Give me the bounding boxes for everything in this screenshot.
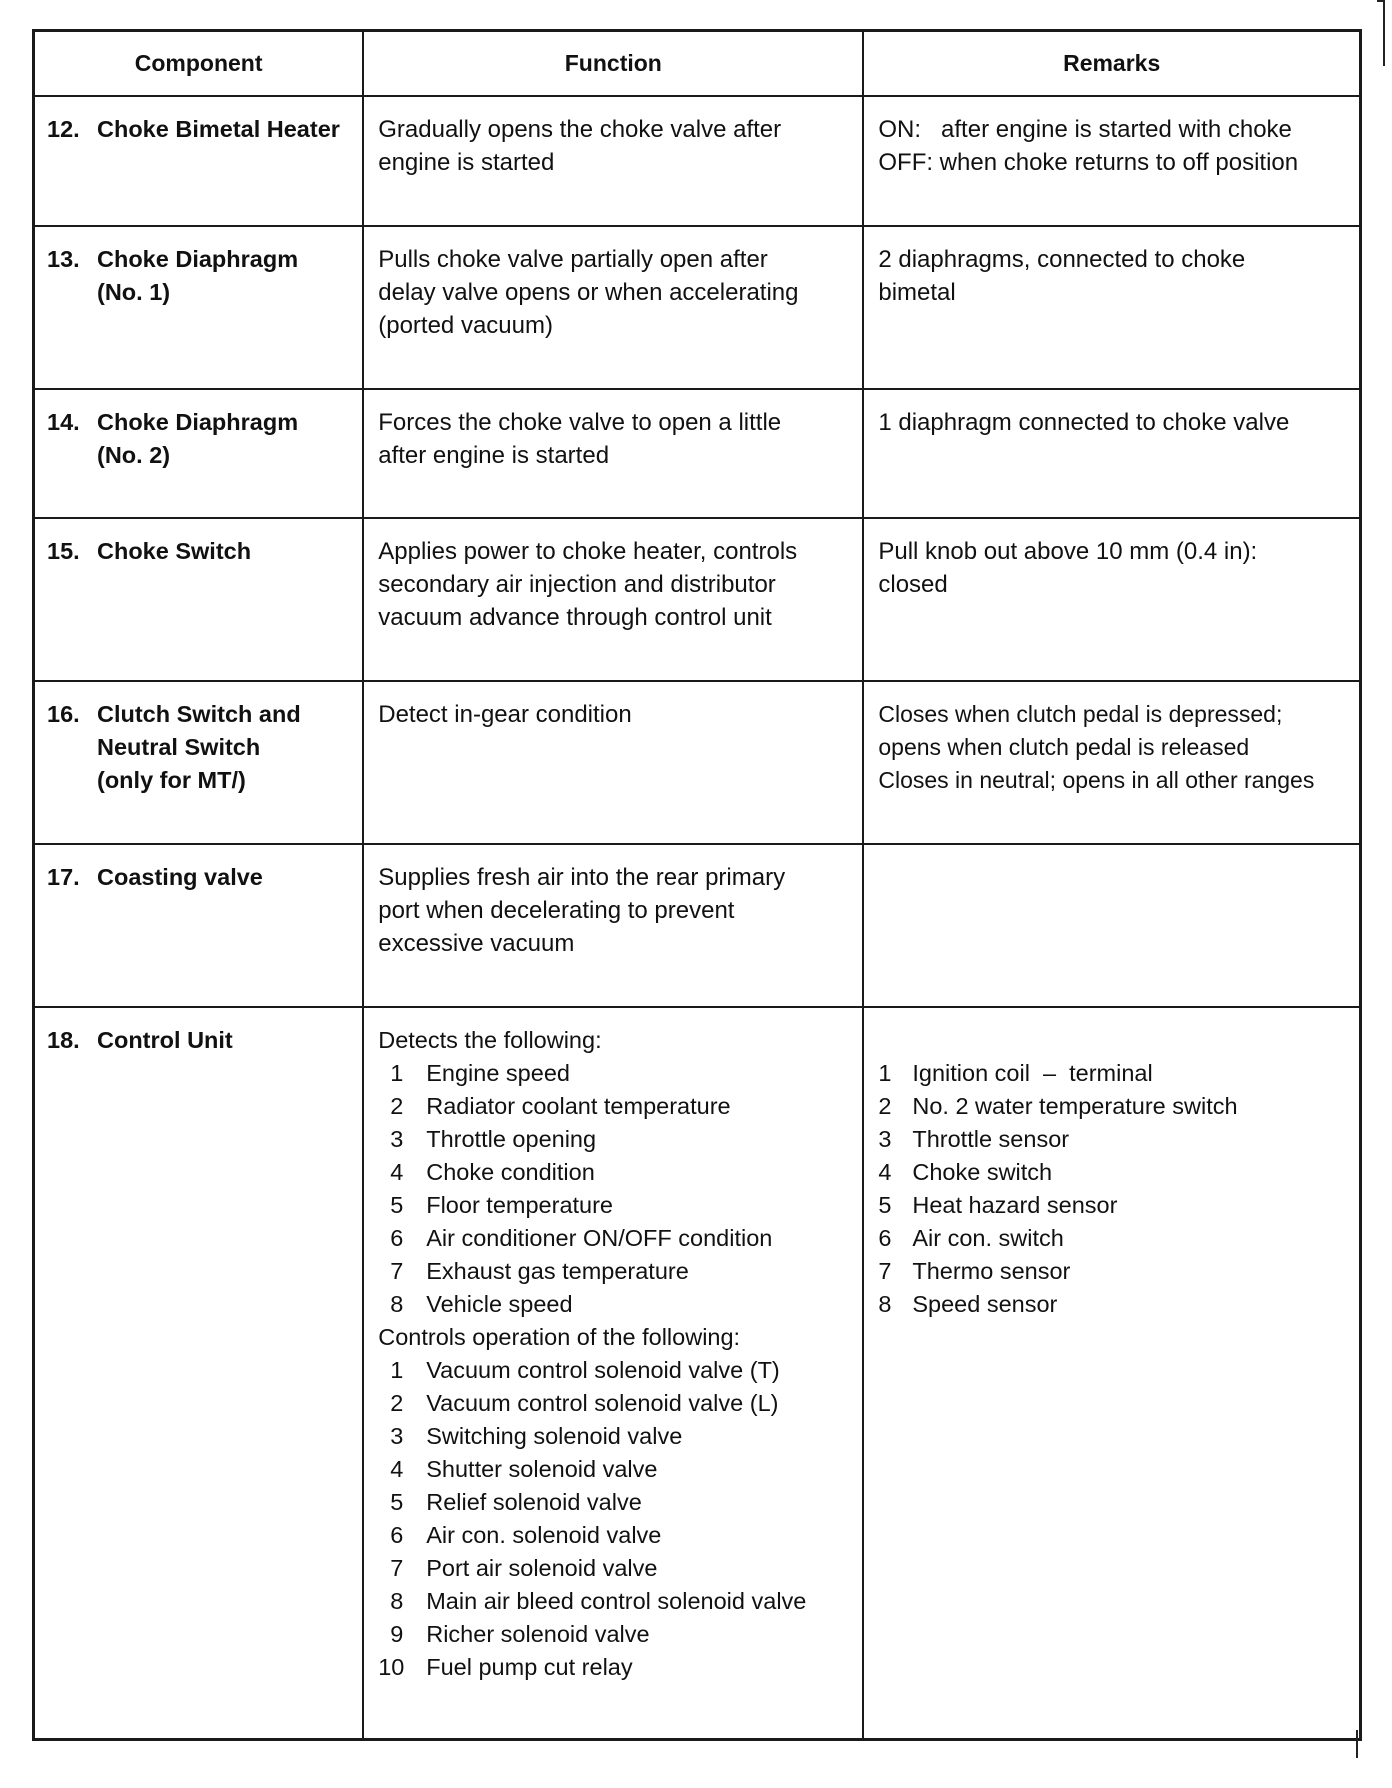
row-number: 18. (47, 1027, 80, 1053)
remarks-line: ON: after engine is started with choke (878, 116, 1292, 143)
component-line: Choke Switch (97, 538, 252, 564)
list-item (878, 1090, 1345, 1123)
function-cell (363, 518, 863, 681)
remarks-line: Closes in neutral; opens in all other ranges (878, 767, 1315, 793)
header-function: Function (363, 31, 863, 97)
table-row (34, 96, 1361, 226)
row-number: 12. (47, 116, 80, 142)
list-number: 5 (878, 1192, 892, 1218)
component-line: Coasting valve (97, 864, 263, 890)
list-number: 2 (878, 1093, 892, 1119)
component-name (97, 1024, 354, 1057)
component-cell (34, 518, 364, 681)
remarks-cell (863, 681, 1360, 844)
table-row (34, 681, 1361, 844)
component-cell (34, 1007, 364, 1739)
component-name (97, 698, 354, 797)
component-line: Clutch Switch and (97, 701, 301, 727)
list-number: 7 (390, 1555, 404, 1581)
list-text: Main air bleed control solenoid valve (426, 1588, 807, 1614)
list-text: Richer solenoid valve (426, 1621, 650, 1647)
list-item (378, 1552, 848, 1585)
component-cell (34, 226, 364, 389)
component-line: Choke Diaphragm (97, 246, 299, 272)
list-item (378, 1090, 848, 1123)
list-text: Thermo sensor (912, 1258, 1071, 1284)
page-edge-mark (1377, 0, 1385, 2)
function-cell (363, 389, 863, 518)
component-line: Neutral Switch (97, 734, 261, 760)
component-table (32, 29, 1362, 1741)
list-text: No. 2 water temperature switch (912, 1093, 1238, 1119)
function-cell (363, 1007, 863, 1739)
component-line: Choke Bimetal Heater (97, 116, 340, 142)
function-line: after engine is started (378, 442, 610, 469)
component-line: Choke Diaphragm (97, 409, 299, 435)
list-number: 1 (878, 1060, 892, 1086)
function-line: secondary air injection and distributor (378, 571, 776, 598)
list-item (878, 1255, 1345, 1288)
list-text: Throttle sensor (912, 1126, 1070, 1152)
list-item (378, 1585, 848, 1618)
list-text: Vacuum control solenoid valve (L) (426, 1390, 779, 1416)
list-item (378, 1156, 848, 1189)
page-edge-mark (1383, 0, 1385, 66)
list-text: Switching solenoid valve (426, 1423, 683, 1449)
list-item (378, 1618, 848, 1651)
list-item (378, 1651, 848, 1684)
list-text: Air con. switch (912, 1225, 1064, 1251)
list-item (878, 1156, 1345, 1189)
list-item (378, 1057, 848, 1090)
list-text: Throttle opening (426, 1126, 597, 1152)
list-number: 1 (390, 1357, 404, 1383)
table-row (34, 226, 1361, 389)
remarks-line: bimetal (878, 279, 956, 306)
list-number: 2 (390, 1390, 404, 1416)
list-item (378, 1387, 848, 1420)
list-number: 6 (390, 1522, 404, 1548)
function-line: Pulls choke valve partially open after (378, 246, 768, 273)
component-name (97, 861, 354, 894)
function-line: excessive vacuum (378, 930, 575, 957)
list-item (878, 1189, 1345, 1222)
component-line: Control Unit (97, 1027, 233, 1053)
component-line: (No. 1) (97, 279, 171, 305)
component-name (97, 243, 354, 309)
list-item (378, 1222, 848, 1255)
list-text: Heat hazard sensor (912, 1192, 1118, 1218)
list-number: 2 (390, 1093, 404, 1119)
list-text: Vehicle speed (426, 1291, 573, 1317)
list-item (378, 1255, 848, 1288)
component-line: (only for MT/) (97, 767, 246, 793)
remarks-cell (863, 226, 1360, 389)
list-number: 5 (390, 1489, 404, 1515)
remarks-line: 2 diaphragms, connected to choke (878, 246, 1246, 273)
controls-list (378, 1354, 848, 1684)
list-text: Air conditioner ON/OFF condition (426, 1225, 773, 1251)
row-number: 14. (47, 409, 80, 435)
list-number: 3 (878, 1126, 892, 1152)
list-number: 7 (390, 1258, 404, 1284)
list-text: Shutter solenoid valve (426, 1456, 658, 1482)
list-text: Radiator coolant temperature (426, 1093, 731, 1119)
remarks-cell (863, 518, 1360, 681)
remarks-cell (863, 844, 1360, 1007)
header-row (34, 31, 1361, 97)
table-row (34, 518, 1361, 681)
list-text: Choke condition (426, 1159, 595, 1185)
function-cell (363, 681, 863, 844)
controls-heading: Controls operation of the following: (378, 1324, 741, 1350)
row-number: 16. (47, 701, 80, 727)
component-cell (34, 389, 364, 518)
list-text: Vacuum control solenoid valve (T) (426, 1357, 780, 1383)
list-text: Fuel pump cut relay (426, 1654, 633, 1680)
list-number: 8 (390, 1588, 404, 1614)
remarks-line: Pull knob out above 10 mm (0.4 in): (878, 538, 1258, 565)
list-number: 7 (878, 1258, 892, 1284)
function-cell (363, 844, 863, 1007)
list-text: Speed sensor (912, 1291, 1058, 1317)
detects-heading: Detects the following: (378, 1027, 602, 1053)
remarks-line: 1 diaphragm connected to choke valve (878, 409, 1290, 436)
component-cell (34, 844, 364, 1007)
row-number: 17. (47, 864, 80, 890)
detects-list (378, 1057, 848, 1321)
remarks-line: closed (878, 571, 948, 598)
function-line: Applies power to choke heater, controls (378, 538, 798, 565)
function-line: delay valve opens or when accelerating (378, 279, 799, 306)
function-line: port when decelerating to prevent (378, 897, 735, 924)
list-text: Relief solenoid valve (426, 1489, 642, 1515)
list-text: Floor temperature (426, 1192, 614, 1218)
list-item (378, 1354, 848, 1387)
remarks-list (878, 1057, 1345, 1321)
remarks-cell (863, 1007, 1360, 1739)
list-text: Port air solenoid valve (426, 1555, 658, 1581)
list-number: 4 (390, 1159, 404, 1185)
list-text: Choke switch (912, 1159, 1053, 1185)
table-row (34, 1007, 1361, 1739)
table-row (34, 389, 1361, 518)
table-row (34, 844, 1361, 1007)
list-number: 3 (390, 1126, 404, 1152)
list-number: 6 (878, 1225, 892, 1251)
remarks-cell (863, 96, 1360, 226)
function-line: (ported vacuum) (378, 312, 553, 339)
list-number: 5 (390, 1192, 404, 1218)
list-item (878, 1057, 1345, 1090)
remarks-line: Closes when clutch pedal is depressed; (878, 701, 1283, 727)
function-line: Gradually opens the choke valve after (378, 116, 782, 143)
function-line: Forces the choke valve to open a little (378, 409, 782, 436)
remarks-line: opens when clutch pedal is released (878, 734, 1250, 760)
list-number: 8 (390, 1291, 404, 1317)
list-item (878, 1123, 1345, 1156)
remarks-line: OFF: when choke returns to off position (878, 149, 1299, 176)
row-number: 13. (47, 246, 80, 272)
list-item (378, 1189, 848, 1222)
header-component: Component (34, 31, 364, 97)
list-number: 8 (878, 1291, 892, 1317)
list-number: 1 (390, 1060, 404, 1086)
list-item (378, 1486, 848, 1519)
list-number: 3 (390, 1423, 404, 1449)
function-line: engine is started (378, 149, 555, 176)
list-number: 4 (878, 1159, 892, 1185)
function-line: Detect in-gear condition (378, 701, 632, 728)
row-number: 15. (47, 538, 80, 564)
function-line: vacuum advance through control unit (378, 604, 772, 631)
component-name (97, 113, 354, 146)
component-name (97, 406, 354, 472)
list-number: 10 (378, 1654, 405, 1680)
list-number: 9 (390, 1621, 404, 1647)
list-text: Ignition coil – terminal (912, 1060, 1153, 1086)
page-edge-mark (1356, 1730, 1358, 1758)
list-number: 6 (390, 1225, 404, 1251)
list-number: 4 (390, 1456, 404, 1482)
component-name (97, 535, 354, 568)
list-item (378, 1519, 848, 1552)
list-item (378, 1123, 848, 1156)
component-cell (34, 681, 364, 844)
list-text: Exhaust gas temperature (426, 1258, 689, 1284)
component-line: (No. 2) (97, 442, 171, 468)
list-item (378, 1453, 848, 1486)
header-remarks: Remarks (863, 31, 1360, 97)
function-cell (363, 226, 863, 389)
list-text: Air con. solenoid valve (426, 1522, 662, 1548)
remarks-cell (863, 389, 1360, 518)
list-item (378, 1420, 848, 1453)
list-item (878, 1288, 1345, 1321)
function-line: Supplies fresh air into the rear primary (378, 864, 786, 891)
list-item (378, 1288, 848, 1321)
function-cell (363, 96, 863, 226)
component-cell (34, 96, 364, 226)
list-item (878, 1222, 1345, 1255)
list-text: Engine speed (426, 1060, 570, 1086)
